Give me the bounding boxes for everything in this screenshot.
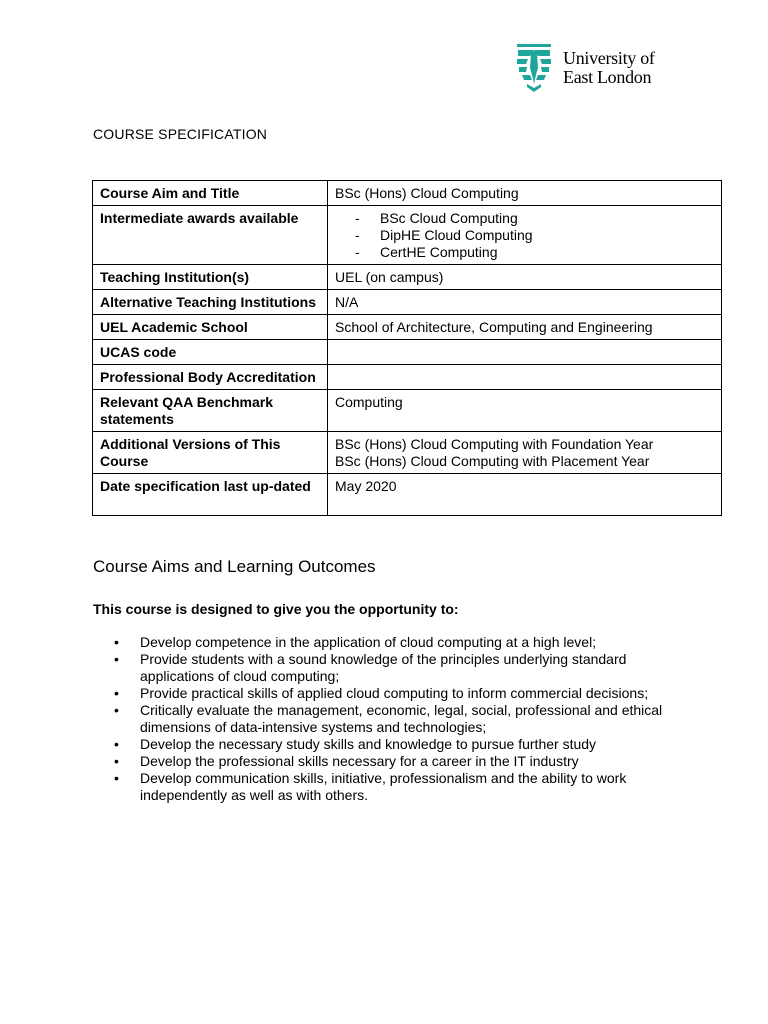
- intermediate-awards-list: [335, 210, 714, 261]
- teaching-institution-label: Teaching Institution(s): [93, 265, 328, 290]
- university-name: [563, 49, 655, 87]
- bullet: •: [114, 753, 119, 769]
- table-row: [93, 432, 722, 474]
- bullet: •: [114, 736, 119, 752]
- additional-version-line: BSc (Hons) Cloud Computing with Foundation Year: [335, 436, 654, 452]
- intermediate-awards-label: Intermediate awards available: [93, 206, 328, 265]
- document-heading: COURSE SPECIFICATION: [93, 126, 268, 142]
- list-item-text: Critically evaluate the management, economic, legal, social, professional and ethical dimensions of data-intensive systems and technologies;: [140, 702, 663, 735]
- list-item: - CertHE Computing: [335, 244, 714, 261]
- course-spec-table: [92, 180, 722, 516]
- list-item-text: Develop the necessary study skills and knowledge to pursue further study: [140, 736, 597, 752]
- teaching-institution-value: UEL (on campus): [328, 265, 722, 290]
- list-item-text: Develop communication skills, initiative, professionalism and the ability to work independently as well as with others.: [140, 770, 627, 803]
- list-item: [93, 770, 683, 804]
- bullet: •: [114, 651, 119, 667]
- additional-versions-value: [328, 432, 722, 474]
- list-item: [93, 685, 683, 702]
- table-row: [93, 265, 722, 290]
- ucas-code-label: UCAS code: [93, 340, 328, 365]
- list-item-text: Develop competence in the application of cloud computing at a high level;: [140, 634, 597, 650]
- ucas-code-value: [328, 340, 722, 365]
- list-item: [93, 651, 683, 685]
- academic-school-label: UEL Academic School: [93, 315, 328, 340]
- course-aim-value: BSc (Hons) Cloud Computing: [328, 181, 722, 206]
- table-row: [93, 206, 722, 265]
- table-row: [93, 181, 722, 206]
- table-row: [93, 474, 722, 516]
- course-aim-label: Course Aim and Title: [93, 181, 328, 206]
- university-name-line2: East London: [563, 67, 652, 87]
- university-name-line1: University of: [563, 48, 655, 68]
- date-updated-value: May 2020: [328, 474, 722, 516]
- list-item: - DipHE Cloud Computing: [335, 227, 714, 244]
- bullet: •: [114, 702, 119, 718]
- aims-intro: This course is designed to give you the opportunity to:: [93, 601, 459, 617]
- list-item-text: Provide practical skills of applied cloud computing to inform commercial decisions;: [140, 685, 649, 701]
- section-title: Course Aims and Learning Outcomes: [93, 557, 376, 576]
- table-row: [93, 340, 722, 365]
- list-item: [93, 634, 683, 651]
- alternative-institutions-value: N/A: [328, 290, 722, 315]
- professional-body-label: Professional Body Accreditation: [93, 365, 328, 390]
- aims-list: [93, 634, 683, 804]
- list-item: [93, 736, 683, 753]
- table-row: [93, 315, 722, 340]
- additional-versions-label: Additional Versions of This Course: [93, 432, 328, 474]
- list-item-text: Develop the professional skills necessary for a career in the IT industry: [140, 753, 579, 769]
- table-row: [93, 290, 722, 315]
- table-row: [93, 365, 722, 390]
- academic-school-value: School of Architecture, Computing and Engineering: [328, 315, 722, 340]
- additional-version-line: BSc (Hons) Cloud Computing with Placement Year: [335, 453, 650, 469]
- professional-body-value: [328, 365, 722, 390]
- list-item: - BSc Cloud Computing: [335, 210, 714, 227]
- intermediate-awards-value: [328, 206, 722, 265]
- list-item-text: Provide students with a sound knowledge of the principles underlying standard applications of cloud computing;: [140, 651, 627, 684]
- table-row: [93, 390, 722, 432]
- bullet: •: [114, 634, 119, 650]
- date-updated-label: Date specification last up-dated: [93, 474, 328, 516]
- university-logo: [514, 44, 684, 94]
- list-item: [93, 753, 683, 770]
- bullet: •: [114, 685, 119, 701]
- bullet: •: [114, 770, 119, 786]
- qaa-benchmark-label: Relevant QAA Benchmark statements: [93, 390, 328, 432]
- alternative-institutions-label: Alternative Teaching Institutions: [93, 290, 328, 315]
- uel-bird-crest-icon: [514, 44, 554, 92]
- list-item: [93, 702, 683, 736]
- qaa-benchmark-value: Computing: [328, 390, 722, 432]
